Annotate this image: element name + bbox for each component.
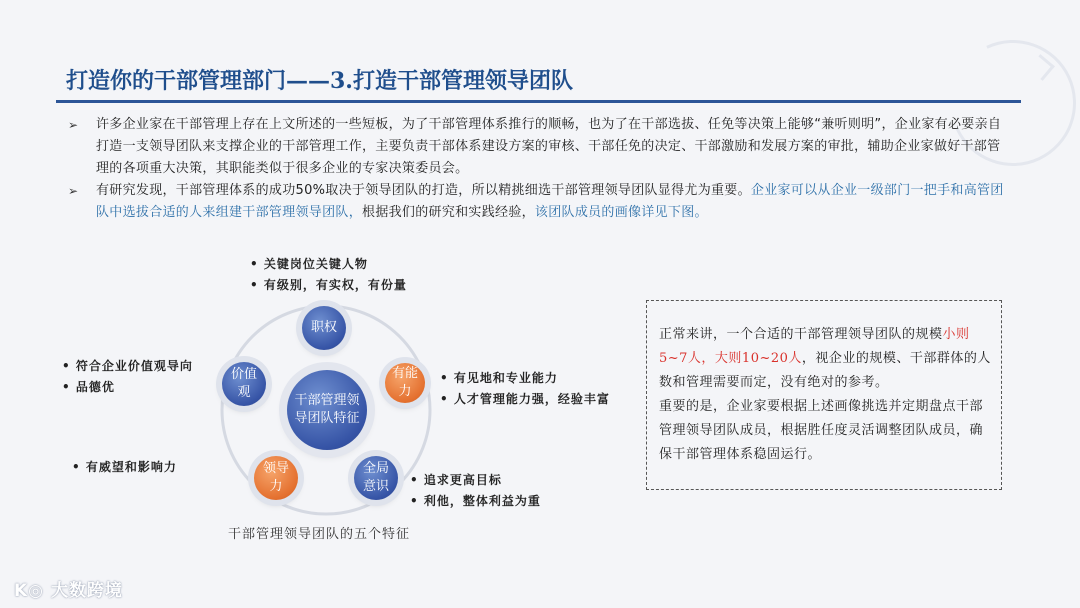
bullet-2-highlight: 企业家可以从企业一级部门一把手和高管团队中选拔合适的人来组建干部管理领导团队，	[96, 183, 1004, 220]
feature-item: • 利他，整体利益为重	[410, 491, 541, 512]
node-leadership	[254, 456, 298, 500]
feature-item: • 关键岗位关键人物	[250, 254, 407, 275]
five-traits-diagram	[0, 240, 640, 560]
intro-bullets	[68, 114, 1013, 224]
node-global-label: 全局意识	[362, 461, 389, 494]
note-text-2: 重要的是，企业家要根据上述画像挑选并定期盘点干部管理领导团队成员，根据胜任度灵活调整团队成员，确保干部管理体系稳固运行。	[659, 399, 984, 462]
node-leadership-label: 领导力	[262, 461, 289, 494]
feature-item: • 品德优	[62, 377, 193, 398]
node-ability-label: 有能力	[391, 366, 418, 399]
feature-item: • 追求更高目标	[410, 470, 541, 491]
title-divider	[56, 100, 1021, 103]
features-ability	[440, 368, 625, 410]
bullet-2-text-a: 有研究发现，干部管理体系的成功50%取决于领导团队的打造，所以精挑细选干部管理领导团队显得尤为重要。	[96, 183, 751, 198]
center-node	[287, 370, 367, 450]
bullet-2	[68, 180, 1013, 224]
note-size-highlight: 小则5~7人，大则10~20人	[659, 327, 970, 366]
center-node-label: 干部管理领导团队特征	[294, 393, 360, 426]
bullet-1-text: 许多企业家在干部管理上存在上文所述的一些短板，为了干部管理体系推行的顺畅，也为了在干部选拔、任免等决策上能够“兼听则明”，企业家有必要亲自打造一支领导团队来支撑企业的干部管理工作，主要负责干部体系建设方案的审核、干部任免的决定、干部激励和发展方案的审批，辅助企业家做好干部管理的各项重大决策，其职能类似于很多企业的专家决策委员会。	[96, 117, 1002, 176]
brand-logo	[14, 576, 123, 601]
feature-item: • 有见地和专业能力	[440, 368, 625, 389]
bullet-1	[68, 114, 1013, 180]
node-values	[222, 362, 266, 406]
feature-item: • 符合企业价值观导向	[62, 356, 193, 377]
feature-item: • 有威望和影响力	[72, 457, 177, 478]
bullet-2-highlight-2: 该团队成员的画像详见下图。	[534, 205, 708, 220]
node-global	[354, 456, 398, 500]
bullet-2-text-c: 根据我们的研究和实践经验，	[362, 205, 535, 220]
features-global	[410, 470, 541, 512]
logo-icon: K◎	[14, 581, 51, 601]
features-leadership	[72, 457, 177, 478]
feature-item: • 人才管理能力强，经验丰富	[440, 389, 625, 410]
node-authority-label: 职权	[310, 320, 337, 335]
diagram-caption: 干部管理领导团队的五个特征	[228, 527, 411, 542]
page-title: 打造你的干部管理部门——3.打造干部管理领导团队	[66, 68, 573, 94]
logo-text: 大数跨境	[50, 581, 123, 601]
node-authority	[302, 306, 346, 350]
note-text-1-end: ，视企业的规模、干部群体的人数和管理需要而定，没有绝对的参考。	[659, 351, 991, 390]
node-values-label: 价值观	[230, 367, 257, 400]
arrow-bullet-icon: ➢	[68, 118, 79, 132]
arrow-bullet-icon: ➢	[68, 184, 79, 198]
feature-item: • 有级别，有实权，有份量	[250, 275, 407, 296]
node-ability	[385, 363, 425, 403]
note-text-1: 正常来讲，一个合适的干部管理领导团队的规模	[659, 327, 943, 342]
team-size-note	[646, 300, 1002, 490]
features-authority	[250, 254, 407, 296]
features-values	[62, 356, 193, 398]
